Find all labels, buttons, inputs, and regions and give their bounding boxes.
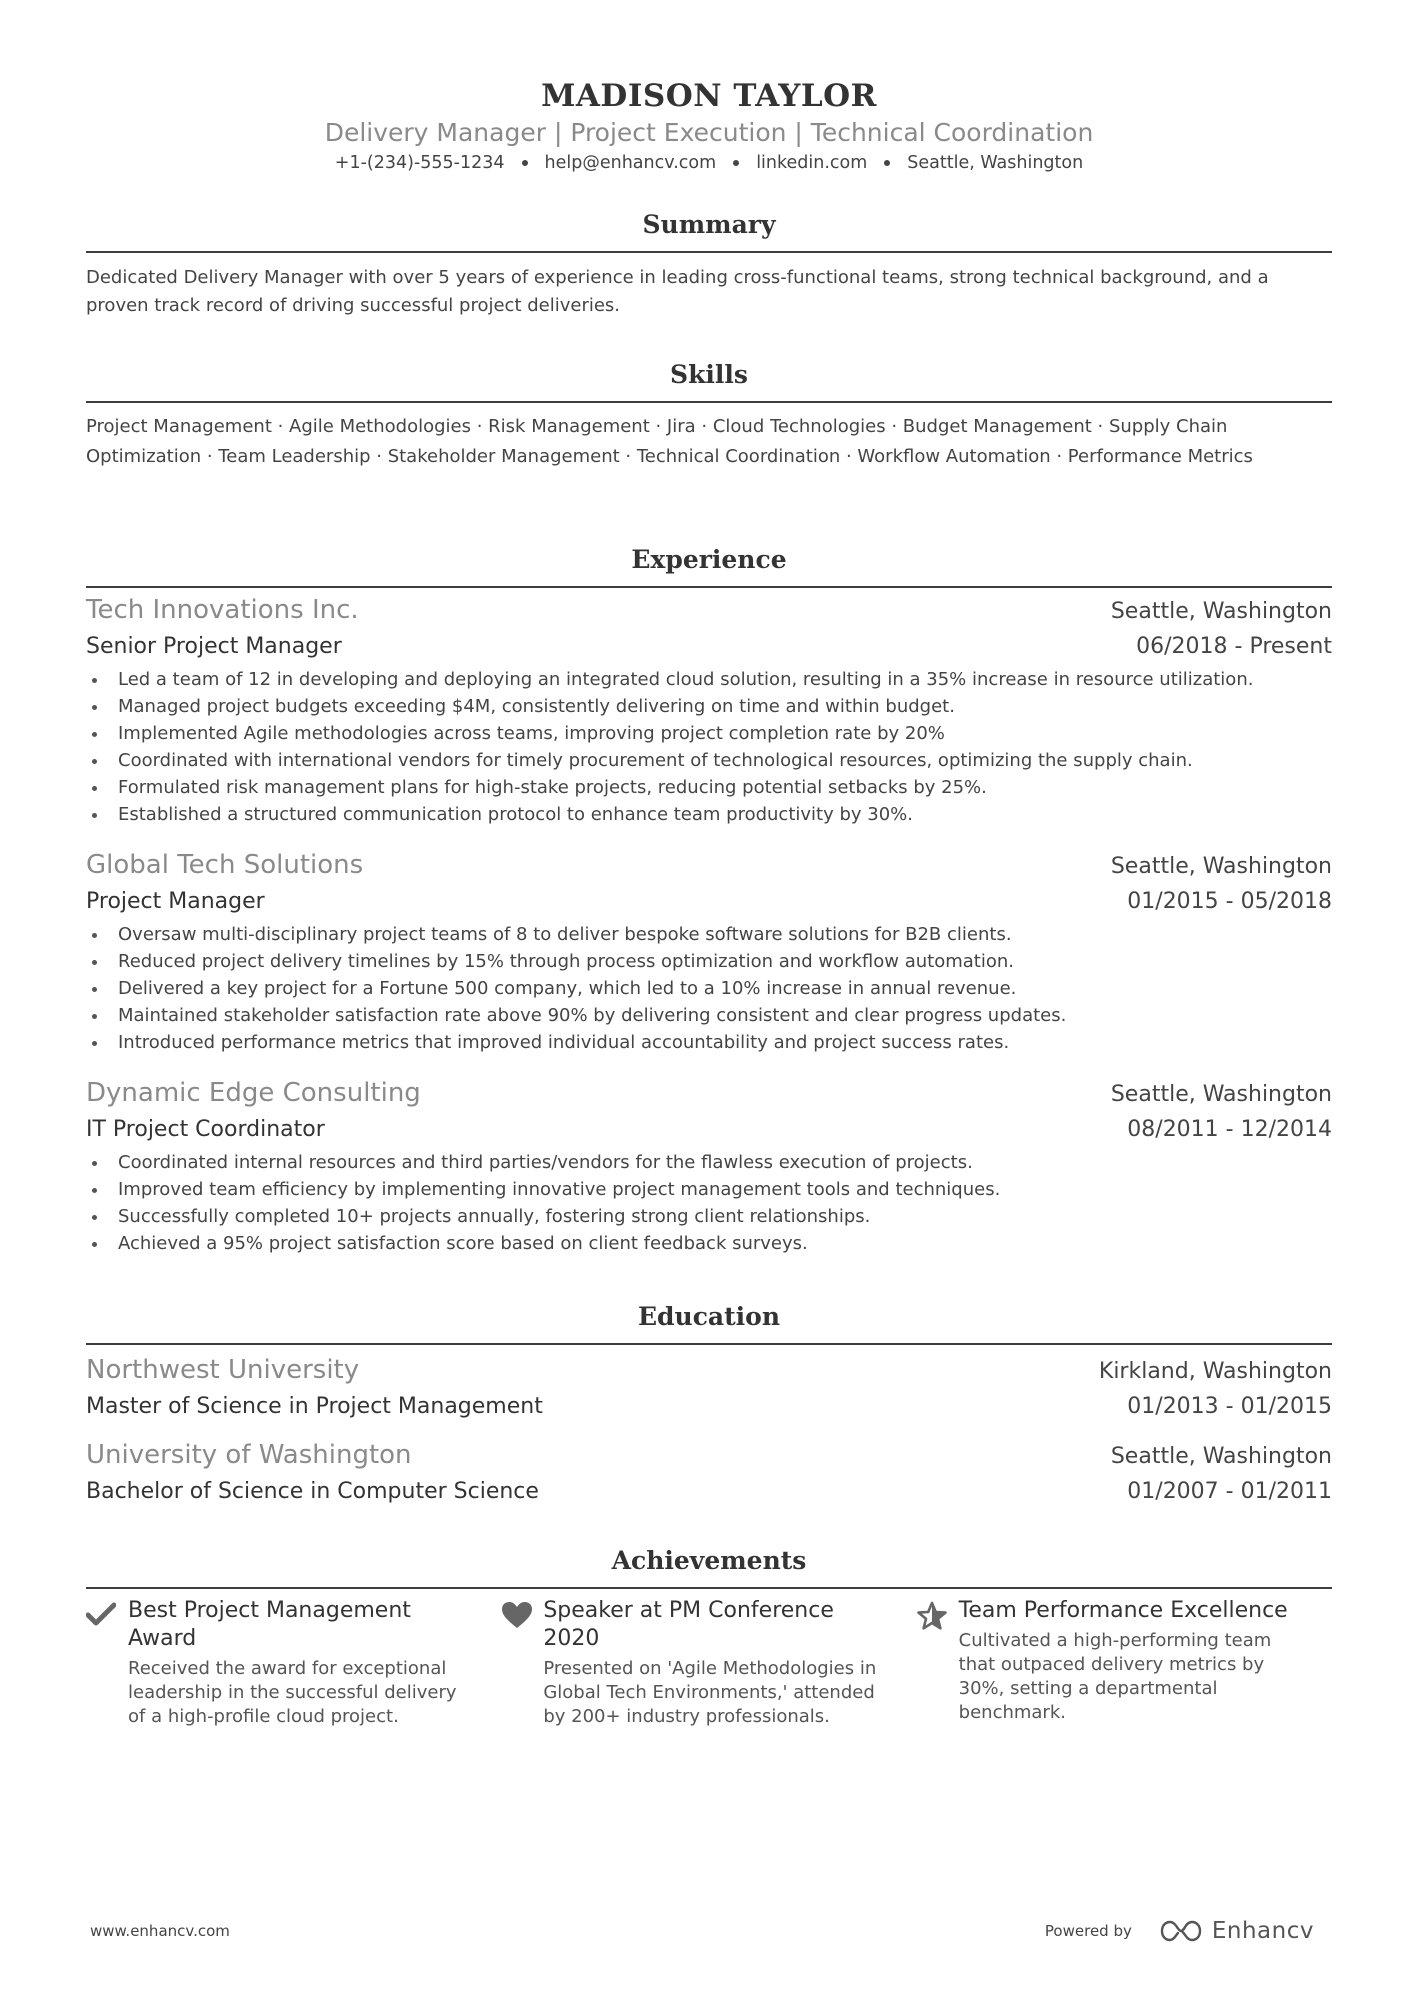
bullet-item: Oversaw multi-disciplinary project teams of 8 to deliver bespoke software solutions for B2B clients.: [86, 921, 1332, 948]
brand-logo[interactable]: [1158, 1918, 1314, 1944]
job-bullets: [86, 1149, 1332, 1257]
bullet-item: Improved team efficiency by implementing innovative project management tools and techniques.: [86, 1176, 1332, 1203]
brand-name: Enhancv: [1211, 1918, 1314, 1944]
experience-entry: [86, 847, 1332, 1056]
contact-location: Seattle, Washington: [907, 153, 1084, 173]
job-title: Senior Project Manager: [86, 634, 342, 659]
resume-page: [86, 0, 1332, 1995]
school-name: Northwest University: [86, 1355, 360, 1385]
achievement-item: [501, 1597, 916, 1729]
school-name: University of Washington: [86, 1440, 412, 1470]
linkedin-link: linkedin.com: [756, 153, 868, 173]
bullet-item: Coordinated with international vendors for timely procurement of technological resources, optimizing the supply chain.: [86, 747, 1332, 774]
experience-heading: Experience: [631, 545, 787, 574]
education-heading: Education: [637, 1302, 781, 1331]
page-footer: [90, 1918, 1314, 1944]
bullet-item: Successfully completed 10+ projects annually, fostering strong client relationships.: [86, 1203, 1332, 1230]
job-location: Seattle, Washington: [1110, 854, 1332, 879]
job-location: Seattle, Washington: [1110, 1082, 1332, 1107]
school-location: Kirkland, Washington: [1098, 1359, 1332, 1384]
job-location: Seattle, Washington: [1110, 599, 1332, 624]
star-icon: [917, 1597, 959, 1729]
bullet-item: Implemented Agile methodologies across teams, improving project completion rate by 20%: [86, 720, 1332, 747]
achievements-grid: [86, 1597, 1332, 1729]
school-location: Seattle, Washington: [1110, 1444, 1332, 1469]
achievements-divider: [86, 1587, 1332, 1589]
company-name: Dynamic Edge Consulting: [86, 1078, 421, 1108]
bullet-item: Coordinated internal resources and third parties/vendors for the flawless execution of projects.: [86, 1149, 1332, 1176]
candidate-name: MADISON TAYLOR: [541, 78, 877, 114]
education-divider: [86, 1343, 1332, 1345]
bullet-item: Introduced performance metrics that improved individual accountability and project success rates.: [86, 1029, 1332, 1056]
experience-entry: [86, 1075, 1332, 1257]
powered-by-label: Powered by: [1044, 1922, 1132, 1940]
achievement-title: Best Project Management Award: [128, 1598, 411, 1651]
achievement-item: [86, 1597, 501, 1729]
job-title: IT Project Coordinator: [86, 1117, 325, 1142]
bullet-item: Reduced project delivery timelines by 15% through process optimization and workflow automation.: [86, 948, 1332, 975]
achievement-item: [917, 1597, 1332, 1729]
contact-info: [86, 150, 1332, 176]
bullet-item: Delivered a key project for a Fortune 500 company, which led to a 10% increase in annual revenue.: [86, 975, 1332, 1002]
achievement-description: Cultivated a high-performing team that outpaced delivery metrics by 30%, setting a departmental benchmark.: [958, 1630, 1272, 1723]
job-dates: 08/2011 - 12/2014: [1127, 1117, 1332, 1142]
bullet-item: Maintained stakeholder satisfaction rate above 90% by delivering consistent and clear progress updates.: [86, 1002, 1332, 1029]
job-bullets: [86, 666, 1332, 828]
separator-dot: [733, 160, 739, 166]
education-dates: 01/2007 - 01/2011: [1127, 1479, 1332, 1504]
separator-dot: [522, 160, 528, 166]
email-address: help@enhancv.com: [544, 153, 717, 173]
separator-dot: [884, 160, 890, 166]
achievements-heading: Achievements: [611, 1546, 807, 1575]
bullet-item: Formulated risk management plans for high-stake projects, reducing potential setbacks by 25%.: [86, 774, 1332, 801]
heart-icon: [501, 1597, 543, 1729]
education-entry: [86, 1437, 1332, 1509]
company-name: Tech Innovations Inc.: [86, 595, 359, 625]
bullet-item: Led a team of 12 in developing and deploying an integrated cloud solution, resulting in a 35% increase in resource utilization.: [86, 666, 1332, 693]
footer-website-link[interactable]: www.enhancv.com: [90, 1922, 230, 1940]
powered-by: [1045, 1918, 1314, 1944]
summary-divider: [86, 251, 1332, 253]
bullet-item: Established a structured communication protocol to enhance team productivity by 30%.: [86, 801, 1332, 828]
experience-divider: [86, 586, 1332, 588]
education-dates: 01/2013 - 01/2015: [1127, 1394, 1332, 1419]
job-dates: 01/2015 - 05/2018: [1127, 889, 1332, 914]
summary-heading: Summary: [642, 210, 776, 239]
enhancv-logo-icon: [1158, 1919, 1204, 1943]
phone-number: +1-(234)-555-1234: [334, 153, 505, 173]
summary-text: Dedicated Delivery Manager with over 5 years of experience in leading cross-functional teams, strong technical background, and a proven track record of driving successful project deliveries.: [86, 267, 1269, 316]
skills-heading: Skills: [670, 360, 748, 389]
resume-header: [86, 0, 1332, 176]
job-title: Project Manager: [86, 889, 265, 914]
achievement-description: Presented on 'Agile Methodologies in Global Tech Environments,' attended by 200+ industry professionals.: [543, 1658, 877, 1727]
achievement-title: Speaker at PM Conference 2020: [543, 1598, 834, 1651]
experience-entry: [86, 592, 1332, 828]
achievement-title: Team Performance Excellence: [958, 1598, 1288, 1623]
company-name: Global Tech Solutions: [86, 850, 364, 880]
job-dates: 06/2018 - Present: [1136, 634, 1332, 659]
skills-divider: [86, 401, 1332, 403]
bullet-item: Achieved a 95% project satisfaction score based on client feedback surveys.: [86, 1230, 1332, 1257]
bullet-item: Managed project budgets exceeding $4M, consistently delivering on time and within budget.: [86, 693, 1332, 720]
skills-list: Project Management · Agile Methodologies · Risk Management · Jira · Cloud Technologies · Budget Management · Supply Chain Optimization · Team Leadership · Stakeholder Management · Technical Coordination · Workflow Automation · Performance Metrics: [86, 416, 1253, 467]
job-bullets: [86, 921, 1332, 1056]
degree-name: Master of Science in Project Management: [86, 1394, 543, 1419]
achievement-description: Received the award for exceptional leadership in the successful delivery of a high-profile cloud project.: [128, 1658, 457, 1727]
checkmark-icon: [86, 1597, 128, 1729]
education-entry: [86, 1352, 1332, 1424]
degree-name: Bachelor of Science in Computer Science: [86, 1479, 539, 1504]
candidate-headline: Delivery Manager | Project Execution | Technical Coordination: [324, 118, 1094, 147]
